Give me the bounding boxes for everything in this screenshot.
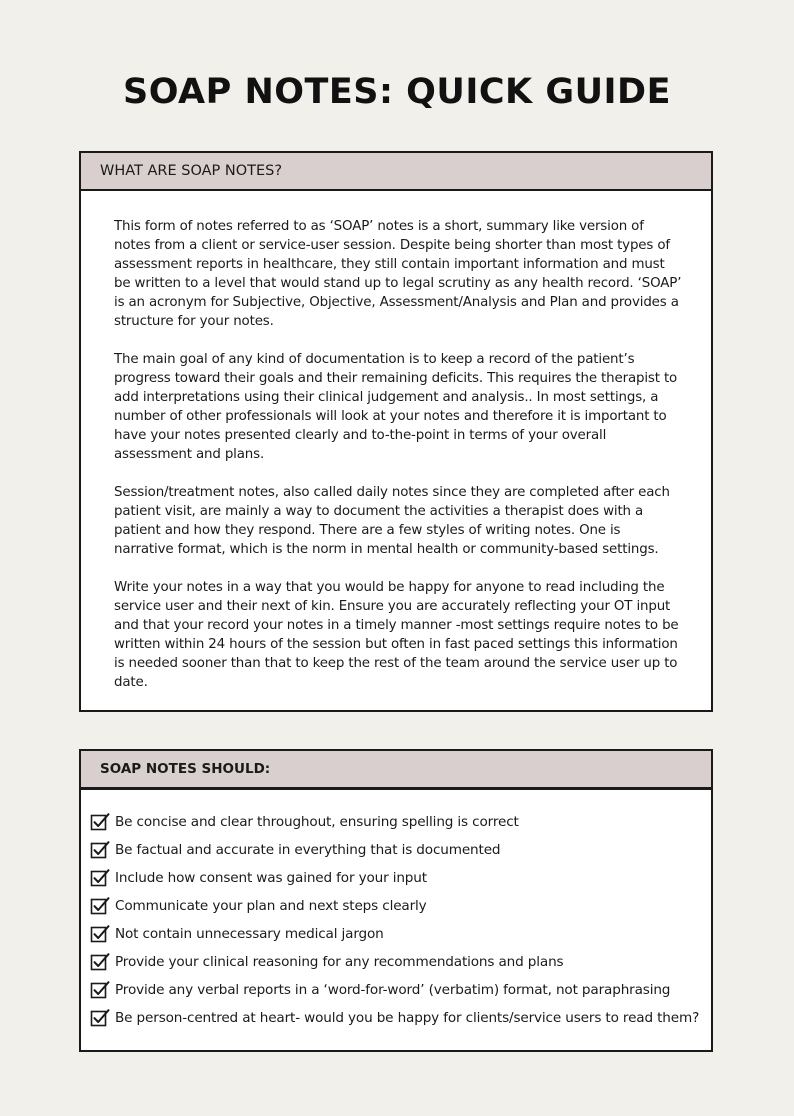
checklist-item-label: Provide your clinical reasoning for any recommendations and plans xyxy=(115,954,564,970)
checklist-item-label: Communicate your plan and next steps clearly xyxy=(115,898,427,914)
checklist-item xyxy=(90,892,711,920)
checklist-item xyxy=(90,808,711,836)
checklist-item-label: Be person-centred at heart- would you be happy for clients/service users to read them? xyxy=(115,1010,700,1026)
paragraph: This form of notes referred to as ‘SOAP’ notes is a short, summary like version of notes from a client or service-user session. Despite being shorter than most types of assessment reports in healthcare, they still contain important information and must be written to a level that would stand up to legal scrutiny as any health record. ‘SOAP’ is an acronym for Subjective, Objective, Assessment/Analysis and Plan and provides a structure for your notes. xyxy=(114,219,682,329)
section-heading: SOAP NOTES SHOULD: xyxy=(81,751,711,787)
checklist-item-label: Provide any verbal reports in a ‘word-for-word’ (verbatim) format, not paraphrasing xyxy=(115,982,671,998)
checklist-item-label: Be concise and clear throughout, ensuring spelling is correct xyxy=(115,814,519,830)
checkbox-checked-icon xyxy=(90,952,110,972)
checklist xyxy=(81,790,711,1032)
checklist-item xyxy=(90,1004,711,1032)
soap-notes-should-list xyxy=(79,788,713,1052)
section-body xyxy=(81,191,711,692)
checkbox-checked-icon xyxy=(90,896,110,916)
checkbox-checked-icon xyxy=(90,868,110,888)
checklist-item xyxy=(90,920,711,948)
checklist-item xyxy=(90,836,711,864)
soap-notes-should-header xyxy=(79,749,713,789)
checklist-item-label: Be factual and accurate in everything that is documented xyxy=(115,842,501,858)
paragraph: Session/treatment notes, also called daily notes since they are completed after each patient visit, are mainly a way to document the activities a therapist does with a patient and how they respond. There are a few styles of writing notes. One is narrative format, which is the norm in mental health or community-based settings. xyxy=(114,485,670,557)
checkbox-checked-icon xyxy=(90,812,110,832)
checkbox-checked-icon xyxy=(90,1008,110,1028)
checkbox-checked-icon xyxy=(90,840,110,860)
checklist-item-label: Not contain unnecessary medical jargon xyxy=(115,926,384,942)
checkbox-checked-icon xyxy=(90,924,110,944)
section-heading: WHAT ARE SOAP NOTES? xyxy=(81,153,711,191)
paragraph: The main goal of any kind of documentation is to keep a record of the patient’s progress toward their goals and their remaining deficits. This requires the therapist to add interpretations using their clinical judgement and analysis.. In most settings, a number of other professionals will look at your notes and therefore it is important to have your notes presented clearly and to-the-point in terms of your overall assessment and plans. xyxy=(114,352,678,462)
page-title: SOAP NOTES: QUICK GUIDE xyxy=(123,72,671,112)
checklist-item xyxy=(90,864,711,892)
checkbox-checked-icon xyxy=(90,980,110,1000)
checklist-item xyxy=(90,976,711,1004)
paragraph: Write your notes in a way that you would be happy for anyone to read including the service user and their next of kin. Ensure you are accurately reflecting your OT input and that your record your notes in a timely manner -most settings require notes to be written within 24 hours of the session but often in fast paced settings this information is needed sooner than that to keep the rest of the team around the service user up to date. xyxy=(114,580,679,690)
checklist-item xyxy=(90,948,711,976)
checklist-item-label: Include how consent was gained for your input xyxy=(115,870,427,886)
what-are-soap-notes-section xyxy=(79,151,713,712)
